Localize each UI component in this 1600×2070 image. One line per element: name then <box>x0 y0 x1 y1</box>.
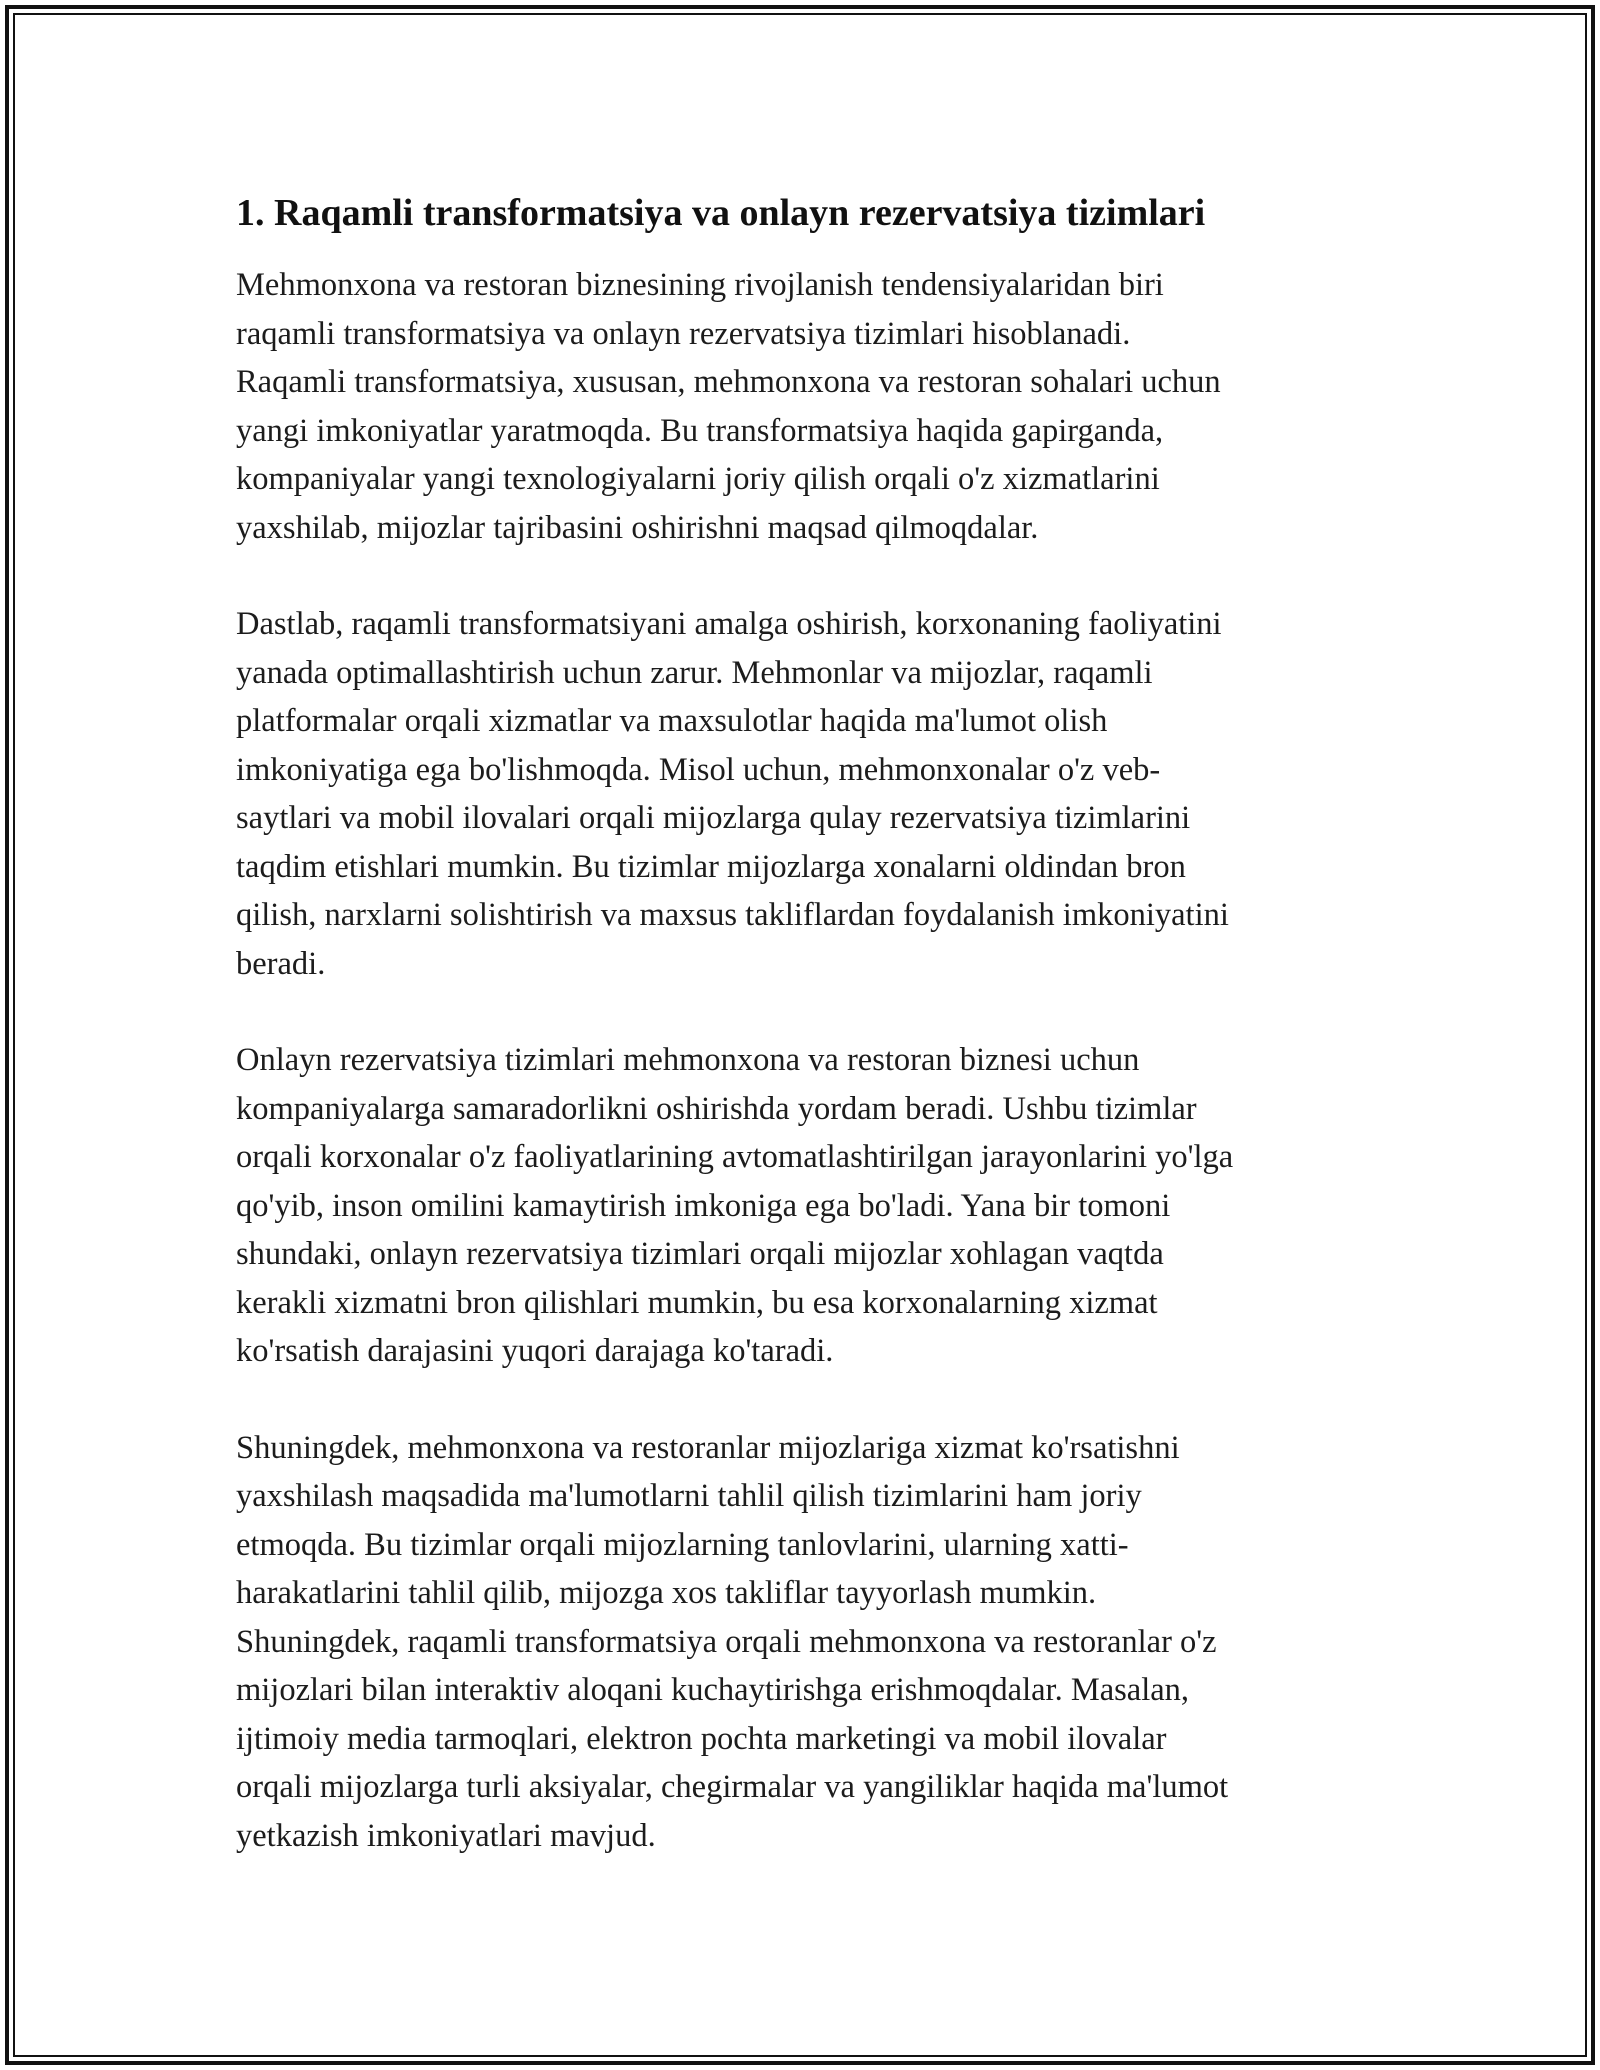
text-line: platformalar orqali xizmatlar va maxsulotlar haqida ma'lumot olish <box>236 703 1108 739</box>
text-line: kompaniyalar yangi texnologiyalarni joriy qilish orqali o'z xizmatlarini <box>236 461 1160 497</box>
paragraph-1 <box>236 261 1366 552</box>
paragraph-4 <box>236 1424 1366 1861</box>
text-line: Mehmonxona va restoran biznesining rivojlanish tendensiyalaridan biri <box>236 267 1164 303</box>
text-line: qilish, narxlarni solishtirish va maxsus takliflardan foydalanish imkoniyatini <box>236 897 1229 933</box>
text-line: yaxshilash maqsadida ma'lumotlarni tahlil qilish tizimlarini ham joriy <box>236 1478 1142 1514</box>
text-line: orqali korxonalar o'z faoliyatlarining avtomatlashtirilgan jarayonlarini yo'lga <box>236 1139 1234 1175</box>
text-line: yanada optimallashtirish uchun zarur. Mehmonlar va mijozlar, raqamli <box>236 654 1153 691</box>
text-line: harakatlarini tahlil qilib, mijozga xos takliflar tayyorlash mumkin. <box>236 1575 1097 1611</box>
text-line: Onlayn rezervatsiya tizimlari mehmonxona va restoran biznesi uchun <box>236 1042 1140 1078</box>
text-line: Raqamli transformatsiya, xususan, mehmonxona va restoran sohalari uchun <box>236 364 1221 400</box>
paragraph-2 <box>236 600 1366 988</box>
text-line: Dastlab, raqamli transformatsiyani amalga oshirish, korxonaning faoliyatini <box>236 606 1222 642</box>
text-line: taqdim etishlari mumkin. Bu tizimlar mijozlarga xonalarni oldindan bron <box>236 848 1186 885</box>
text-line: kerakli xizmatni bron qilishlari mumkin, bu esa korxonalarning xizmat <box>236 1284 1158 1321</box>
text-line: yetkazish imkoniyatlari mavjud. <box>236 1817 656 1854</box>
paragraph-3 <box>236 1036 1366 1376</box>
text-line: orqali mijozlarga turli aksiyalar, chegirmalar va yangiliklar haqida ma'lumot <box>236 1769 1229 1805</box>
text-line: Shuningdek, mehmonxona va restoranlar mijozlariga xizmat ko'rsatishni <box>236 1429 1180 1466</box>
text-line: ijtimoiy media tarmoqlari, elektron pochta marketingi va mobil ilovalar <box>236 1720 1167 1757</box>
text-line: kompaniyalarga samaradorlikni oshirishda yordam beradi. Ushbu tizimlar <box>236 1090 1197 1127</box>
text-line: qo'yib, inson omilini kamaytirish imkoniga ega bo'ladi. Yana bir tomoni <box>236 1187 1171 1224</box>
text-line: ko'rsatish darajasini yuqori darajaga ko'taradi. <box>236 1333 834 1369</box>
text-line: yaxshilab, mijozlar tajribasini oshirishni maqsad qilmoqdalar. <box>236 509 1039 546</box>
text-line: etmoqda. Bu tizimlar orqali mijozlarning tanlovlarini, ularning xatti- <box>236 1526 1129 1563</box>
section-heading: 1. Raqamli transformatsiya va onlayn rezervatsiya tizimlari <box>236 192 1206 234</box>
text-line: beradi. <box>236 945 326 982</box>
text-line: Shuningdek, raqamli transformatsiya orqali mehmonxona va restoranlar o'z <box>236 1623 1217 1660</box>
text-line: raqamli transformatsiya va onlayn rezervatsiya tizimlari hisoblanadi. <box>236 315 1131 352</box>
document-body <box>236 185 1366 1908</box>
text-line: mijozlari bilan interaktiv aloqani kuchaytirishga erishmoqdalar. Masalan, <box>236 1672 1190 1708</box>
text-line: imkoniyatiga ega bo'lishmoqda. Misol uchun, mehmonxonalar o'z veb- <box>236 751 1161 788</box>
text-line: yangi imkoniyatlar yaratmoqda. Bu transformatsiya haqida gapirganda, <box>236 412 1164 449</box>
text-line: shundaki, onlayn rezervatsiya tizimlari orqali mijozlar xohlagan vaqtda <box>236 1236 1164 1272</box>
text-line: saytlari va mobil ilovalari orqali mijozlarga qulay rezervatsiya tizimlarini <box>236 800 1191 836</box>
